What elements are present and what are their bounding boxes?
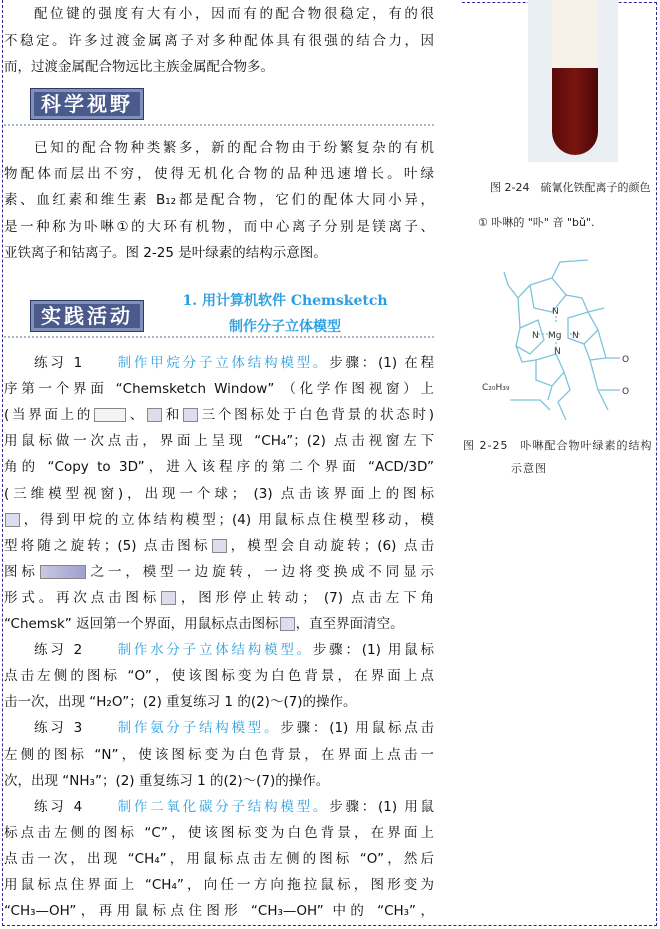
test-tube-photo — [528, 0, 618, 162]
atom-label-n: N — [554, 347, 561, 357]
text-segment: 形式。再次点击图标 — [4, 589, 161, 606]
text-segment: 步骤：(1) 用鼠 — [329, 798, 434, 815]
text-segment: 标点击左侧的图标 “C”，使该图标变为白色背景，在界面上 — [4, 824, 434, 841]
text-segment: ，模型会自动旋转；(6) 点击 — [227, 537, 434, 554]
display-mode-icons — [40, 565, 86, 579]
text-segment: 和 — [163, 407, 182, 424]
text-segment: “CH₃—OH”，再用鼠标点住图形 “CH₃—OH” 中的 “CH₃”， — [4, 903, 434, 920]
text-segment: 步骤：(1) 在程 — [329, 355, 434, 371]
text-segment: 已知的配合物种类繁多，新的配合物由于纷繁复杂的有机 — [34, 140, 434, 156]
text-segment: 练习 1 — [34, 355, 118, 371]
atom-label-o: O — [622, 387, 630, 397]
atom-label-n: N — [532, 331, 539, 341]
text-line — [4, 666, 434, 686]
exercise-title: 制作二氧化碳分子结构模型。 — [117, 798, 330, 815]
text-line — [4, 484, 434, 504]
text-line — [4, 901, 434, 921]
activity-title-line1: 1. 用计算机软件 Chemsketch — [182, 293, 388, 309]
clear-icon — [280, 617, 295, 631]
text-line — [4, 536, 434, 556]
text-segment: 图标 — [4, 563, 39, 580]
text-segment: 素、血红素和维生素 B₁₂都是配合物，它们的配体大同小异， — [4, 192, 434, 209]
phytyl-chain-label: C₂₀H₃₉ — [482, 383, 510, 393]
text-segment: 点击一次，出现 “CH₄”，用鼠标点击左侧的图标 “O”，然后 — [4, 850, 434, 867]
text-line — [4, 849, 434, 869]
text-line — [4, 405, 434, 425]
text-segment: 之一，模型一边旋转，一边将变换成不同显示 — [86, 563, 435, 580]
text-line — [4, 243, 434, 263]
auto-rotate-icon — [212, 539, 227, 553]
text-segment: ，直至界面清空。 — [295, 616, 404, 632]
atom-label-n: N — [552, 307, 559, 317]
page-border-left — [2, 0, 3, 926]
structure-icon — [94, 408, 126, 422]
text-segment: ，得到甲烷的立体结构模型；(4) 用鼠标点住模型移动，模 — [21, 511, 434, 528]
text-segment: 步骤：(1) 用鼠标点击 — [280, 720, 435, 737]
text-segment: 不稳定。许多过渡金属离子对多种配体具有很强的结合力，因 — [4, 32, 434, 49]
text-segment: 序第一个界面 “Chemsketch Window” （化学作图视窗）上 — [4, 381, 434, 398]
pencil-icon — [147, 408, 162, 422]
text-line — [4, 640, 434, 660]
science-view-badge: 科学视野 — [30, 88, 144, 120]
dotted-divider — [4, 124, 434, 126]
text-segment: 左侧的图标 “N”，使该图标变为白色背景，在界面上点击一 — [4, 746, 434, 763]
text-line — [4, 614, 434, 634]
text-segment: 、 — [127, 407, 147, 424]
3d-optimize-icon — [5, 513, 20, 527]
text-line — [4, 875, 434, 895]
text-segment: 配位键的强度有大有小，因而有的配合物很稳定，有的很 — [34, 6, 434, 22]
text-line — [4, 31, 434, 51]
activity-title-line2: 制作分子立体模型 — [229, 319, 341, 335]
text-line — [4, 190, 434, 210]
text-segment: 次，出现 “NH₃”；(2) 重复练习 1 的(2)～(7)的操作。 — [4, 772, 330, 789]
text-line — [4, 431, 434, 451]
text-line — [4, 797, 434, 817]
text-segment: 击一次，出现 “H₂O”；(2) 重复练习 1 的(2)～(7)的操作。 — [4, 694, 357, 711]
footnote: ① 卟啉的 "卟" 音 "bǔ". — [478, 216, 595, 229]
text-line — [4, 217, 434, 237]
text-line — [4, 457, 434, 477]
text-segment: 点击左侧的图标 “O”，使该图标变为白色背景，在界面上点 — [4, 668, 434, 685]
auto-rotate-icon — [161, 591, 176, 605]
exercise-title: 制作水分子立体结构模型。 — [117, 642, 313, 659]
figure-2-25-caption-cont: 示意图 — [511, 462, 547, 475]
atom-label-o: O — [622, 355, 630, 365]
text-segment: ，图形停止转动； (7) 点击左下角 — [177, 589, 434, 606]
practice-activity-badge: 实践活动 — [30, 300, 144, 332]
text-segment: 是一种称为卟啉①的大环有机物，而中心离子分别是镁离子、 — [4, 218, 434, 235]
page-border-bottom — [2, 925, 657, 926]
text-line — [4, 138, 434, 158]
text-line — [4, 718, 434, 738]
text-line — [4, 353, 434, 373]
page-border-right — [656, 2, 657, 926]
text-segment: 型将随之旋转；(5) 点击图标 — [4, 537, 211, 554]
exercise-title: 制作氨分子结构模型。 — [117, 720, 281, 737]
text-segment: 练习 3 — [34, 720, 118, 737]
exercise-title: 制作甲烷分子立体结构模型。 — [117, 355, 330, 371]
chlorophyll-structure-diagram — [480, 250, 650, 425]
text-line — [4, 588, 434, 608]
text-segment: 练习 2 — [34, 642, 118, 659]
text-line — [4, 57, 434, 77]
text-line — [4, 745, 434, 765]
text-segment: 物配体而层出不穷，使得无机化合物的品种迅速增长。叶绿 — [4, 166, 434, 183]
text-segment: 亚铁离子和钴离子。图 2-25 是叶绿素的结构示意图。 — [4, 244, 327, 261]
text-segment: 用鼠标做一次点击，界面上呈现 “CH₄”；(2) 点击视窗左下 — [4, 433, 434, 450]
figure-2-24-caption: 图 2-24 硫氰化铁配离子的颜色 — [490, 181, 651, 194]
text-segment: “Chemsk” 返回第一个界面，用鼠标点击图标 — [4, 616, 279, 632]
text-line — [4, 692, 434, 712]
dotted-divider — [4, 336, 434, 338]
text-segment: 而，过渡金属配合物远比主族金属配合物多。 — [4, 59, 274, 75]
text-segment: (三维模型视窗)，出现一个球； (3) 点击该界面上的图标 — [4, 485, 434, 502]
text-segment: 角的 “Copy to 3D”，进入该程序的第二个界面 “ACD/3D” — [4, 459, 434, 476]
text-segment: (当界面上的 — [4, 407, 94, 424]
atom-label-mg: Mg — [548, 331, 562, 341]
text-line — [4, 4, 434, 24]
text-line — [4, 379, 434, 399]
c-icon — [183, 408, 198, 422]
text-segment: 用鼠标点住界面上 “CH₄”，向任一方向拖拉鼠标，图形变为 — [4, 877, 434, 893]
text-line — [4, 823, 434, 843]
text-line — [4, 771, 434, 791]
text-segment: 三个图标处于白色背景的状态时) — [198, 407, 434, 424]
text-line — [4, 562, 434, 582]
text-line — [4, 510, 434, 530]
text-segment: 步骤：(1) 用鼠标 — [312, 642, 434, 659]
text-line — [4, 164, 434, 184]
atom-label-n: N — [572, 331, 579, 341]
figure-2-25-caption: 图 2-25 卟啉配合物叶绿素的结构 — [463, 439, 653, 452]
text-segment: 练习 4 — [34, 798, 118, 815]
